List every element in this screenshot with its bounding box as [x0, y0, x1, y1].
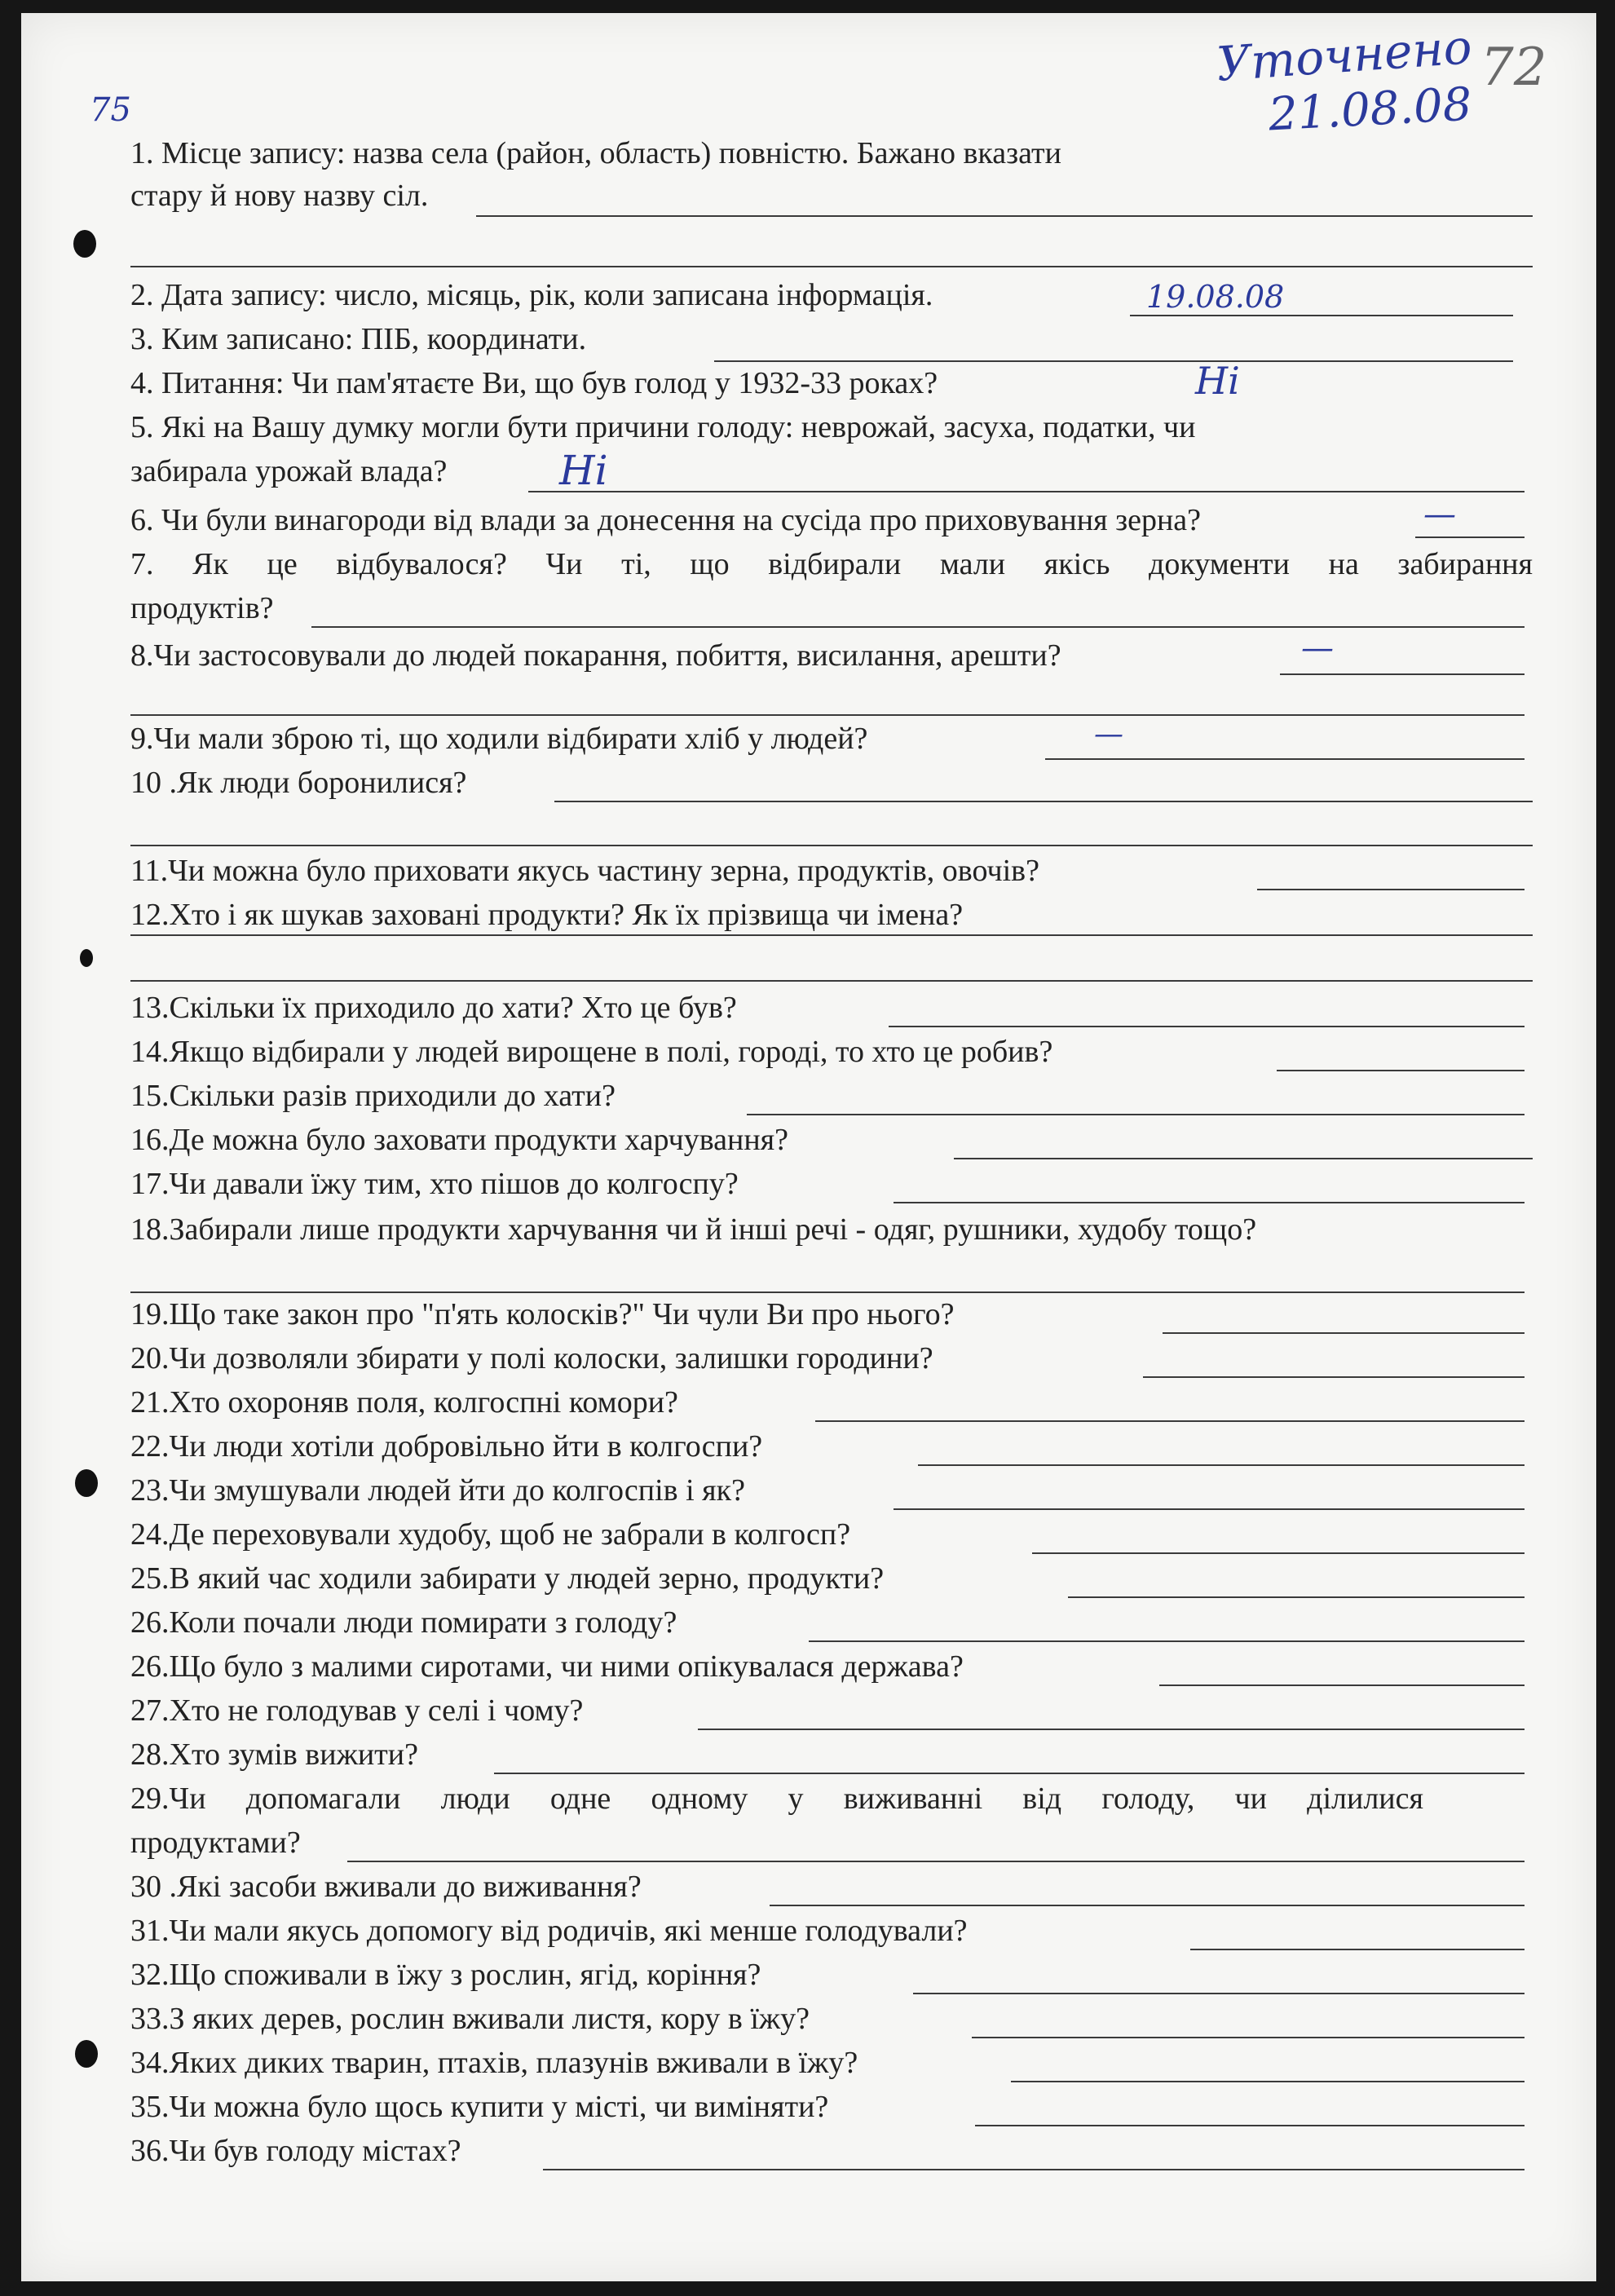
question-8: 8.Чи застосовували до людей покарання, побиття, висилання, арешти? [130, 638, 1061, 673]
answer-line-30[interactable] [770, 1905, 1525, 1906]
question-31: 31.Чи мали якусь допомогу від родичів, які менше голодували? [130, 1914, 968, 1948]
question-32: 32.Що споживали в їжу з рослин, ягід, коріння? [130, 1958, 761, 1992]
question-12: 12.Хто і як шукав заховані продукти? Як їх прізвища чи імена? [130, 898, 964, 932]
question-30: 30 .Які засоби вживали до виживання? [130, 1870, 642, 1904]
question-19: 19.Що таке закон про "п'ять колосків?" Чи чули Ви про нього? [130, 1297, 955, 1331]
question-35: 35.Чи можна було щось купити у місті, чи виміняти? [130, 2090, 829, 2124]
answer-line-28[interactable] [494, 1773, 1525, 1774]
question-15: 15.Скільки разів приходили до хати? [130, 1079, 616, 1113]
answer-line-14[interactable] [1277, 1070, 1525, 1071]
question-5: 5. Які на Вашу думку могли бути причини голоду: неврожай, засуха, податки, чи [130, 410, 1196, 444]
question-16: 16.Де можна було заховати продукти харчування? [130, 1123, 789, 1157]
answer-line-13[interactable] [889, 1026, 1525, 1027]
question-18: 18.Забирали лише продукти харчування чи й інші речі - одяг, рушники, худобу тощо? [130, 1212, 1257, 1247]
question-33: 33.З яких дерев, рослин вживали листя, кору в їжу? [130, 2002, 810, 2036]
question-7: 7. Як це відбувалося? Чи ті, що відбирали мали якісь документи на забирання [130, 547, 1533, 581]
verified-date: 21.08.08 [1267, 77, 1473, 142]
answer-line-34[interactable] [1011, 2081, 1525, 2082]
answer-line-26b[interactable] [1159, 1684, 1525, 1686]
answer-2-date: 19.08.08 [1146, 279, 1285, 315]
answer-line-2[interactable] [1130, 315, 1513, 316]
answer-9: — [1094, 718, 1123, 751]
page-number: 72 [1480, 38, 1547, 98]
question-25: 25.В який час ходили забирати у людей зерно, продукти? [130, 1561, 885, 1596]
answer-line-31[interactable] [1190, 1949, 1525, 1950]
question-29-cont: продуктами? [130, 1826, 301, 1860]
answer-line-19[interactable] [1163, 1332, 1525, 1334]
question-36: 36.Чи був голоду містах? [130, 2134, 461, 2168]
answer-line-27[interactable] [698, 1729, 1525, 1730]
question-27: 27.Хто не голодував у селі і чому? [130, 1693, 584, 1728]
answer-line-8[interactable] [1280, 673, 1525, 675]
answer-line-7[interactable] [311, 626, 1525, 628]
answer-line-3[interactable] [714, 360, 1513, 362]
answer-line-1[interactable] [476, 215, 1533, 217]
question-5-cont: забирала урожай влада? [130, 454, 448, 488]
question-21: 21.Хто охороняв поля, колгоспні комори? [130, 1385, 678, 1420]
answer-line-15[interactable] [747, 1114, 1525, 1115]
question-22: 22.Чи люди хотіли добровільно йти в колгоспи? [130, 1429, 763, 1464]
answer-line-17[interactable] [894, 1202, 1525, 1203]
answer-line-18[interactable] [130, 1292, 1525, 1293]
answer-line-22[interactable] [918, 1464, 1525, 1466]
answer-line-8b[interactable] [130, 714, 1525, 716]
answer-6: — [1423, 496, 1456, 533]
question-11: 11.Чи можна було приховати якусь частину зерна, продуктів, овочів? [130, 854, 1039, 888]
binder-hole [80, 949, 93, 967]
answer-line-25[interactable] [1068, 1596, 1525, 1598]
question-6: 6. Чи були винагороди від влади за донесення на сусіда про приховування зерна? [130, 503, 1202, 537]
answer-line-24[interactable] [1032, 1552, 1525, 1554]
question-23: 23.Чи змушували людей йти до колгоспів і як? [130, 1473, 745, 1508]
verified-note: Уточнено [1215, 19, 1474, 92]
question-9: 9.Чи мали зброю ті, що ходили відбирати хліб у людей? [130, 722, 868, 756]
question-7-cont: продуктів? [130, 591, 274, 625]
question-13: 13.Скільки їх приходило до хати? Хто це був? [130, 991, 737, 1025]
answer-line-32[interactable] [913, 1993, 1525, 1994]
question-2: 2. Дата запису: число, місяць, рік, коли записана інформація. [130, 278, 933, 312]
answer-line-21[interactable] [815, 1420, 1525, 1422]
question-26: 26.Коли почали люди помирати з голоду? [130, 1605, 677, 1640]
question-26b: 26.Що було з малими сиротами, чи ними опікувалася держава? [130, 1649, 964, 1684]
question-24: 24.Де переховували худобу, щоб не забрали в колгосп? [130, 1517, 851, 1552]
answer-line-12b[interactable] [130, 980, 1533, 982]
answer-4: Ні [1195, 359, 1240, 403]
question-17: 17.Чи давали їжу тим, хто пішов до колгоспу? [130, 1167, 739, 1201]
answer-5: Ні [559, 447, 608, 494]
question-29: 29.Чи допомагали люди одне одному у виживанні від голоду, чи ділилися [130, 1782, 1423, 1816]
answer-8: — [1301, 629, 1334, 667]
question-10: 10 .Як люди боронилися? [130, 766, 467, 800]
answer-line-26[interactable] [809, 1640, 1525, 1642]
binder-hole [75, 2040, 98, 2068]
answer-line-1b[interactable] [130, 266, 1533, 267]
answer-line-29[interactable] [347, 1861, 1525, 1862]
answer-line-9[interactable] [1045, 758, 1525, 760]
answer-line-10b[interactable] [130, 845, 1533, 846]
answer-line-12[interactable] [130, 934, 1533, 936]
archive-mark: 75 [90, 91, 131, 129]
answer-line-23[interactable] [894, 1508, 1525, 1510]
answer-line-35[interactable] [975, 2125, 1525, 2126]
answer-line-33[interactable] [972, 2037, 1525, 2038]
question-3: 3. Ким записано: ПІБ, координати. [130, 322, 587, 356]
answer-line-36[interactable] [543, 2169, 1525, 2170]
binder-hole [75, 1469, 98, 1497]
question-34: 34.Яких диких тварин, птахів, плазунів вживали в їжу? [130, 2046, 858, 2080]
question-1: 1. Місце запису: назва села (район, область) повністю. Бажано вказати [130, 136, 1062, 170]
document-sheet [21, 13, 1596, 2281]
answer-line-5[interactable] [528, 491, 1525, 492]
question-14: 14.Якщо відбирали у людей вирощене в полі, городі, то хто це робив? [130, 1035, 1053, 1069]
answer-line-16[interactable] [954, 1158, 1533, 1159]
answer-line-20[interactable] [1143, 1376, 1525, 1378]
answer-line-11[interactable] [1257, 889, 1525, 890]
binder-hole [73, 230, 96, 258]
question-4: 4. Питання: Чи пам'ятаєте Ви, що був голод у 1932-33 роках? [130, 366, 938, 400]
answer-line-6[interactable] [1415, 536, 1525, 538]
question-28: 28.Хто зумів вижити? [130, 1737, 418, 1772]
question-1-cont: стару й нову назву сіл. [130, 179, 429, 213]
question-20: 20.Чи дозволяли збирати у полі колоски, залишки городини? [130, 1341, 933, 1375]
answer-line-10[interactable] [554, 801, 1533, 802]
